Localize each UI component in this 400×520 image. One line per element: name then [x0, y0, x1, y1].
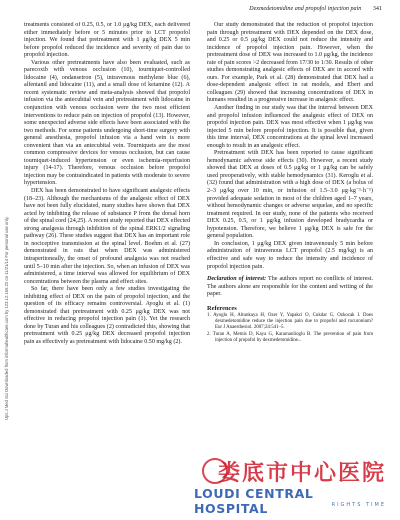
watermark-english: LOUDI CENTRAL HOSPITAL	[194, 486, 314, 516]
running-title: Dexmedetomidine and propofol injection pain	[249, 6, 362, 12]
declaration-heading: Declaration of interest:	[207, 276, 267, 283]
paragraph: Our study demonstrated that the reduction of propofol injection pain through pretreatment with DEX depended on the DEX dose, and 0.25 or 0.5 μg/kg DEX could not reduce the intensity and incidence of propofol injection pain. However, when the pretreatment dose of DEX was increased to 1.0 μg/kg, the incidence rate of pain scores >2 decreased from 17/30 to 1/30. Results of other studies demonstrating analgesic effects of DEX are in accord with ours. For example, Park et al. (28) demonstrated that DEX had a dose-dependent analgesic effect in rat models, and Ebert and colleagues (29) showed that increasing concentrations of DEX in humans resulted in a progressive increase in analgesic effect.	[207, 22, 373, 104]
paragraph: In conclusion, 1 μg/kg DEX given intravenously 5 min before administration of intravenous LCT propofol (2.5 mg/kg) is an effective and safe way to reduce the intensity and incidence of propofol injection pain.	[207, 240, 373, 270]
paragraph: So far, there have been only a few studies investigating the inhibiting effect of DEX on the pain of propofol injection, and the question of its efficacy remains controversial. Ayoglu et al. (1) demonstrated that pretreatment with 0.25 μg/kg DEX was not effective in reducing propofol injection pain (1). Yet the research done by Turan and his colleagues (2) contradicted this, showing that pretreatment with 0.25 μg/kg DEX decreased propofol injection pain as effectively as pretreatment with lidocaine 0.50 mg/kg (2).	[24, 286, 190, 345]
paragraph: Various other pretreatments have also been evaluated, such as parecoxib with venous occlusion (10), tourniquet-controlled lidocaine (4), ondansetron (5), intravenous methylene blue (6), alfentanil and lidocaine (11), and a small dose of ketamine (12). A recent systematic review and meta-analysis showed that propofol infusion via the antecubital vein and pretreatment with lidocaine in conjunction with venous occlusion were the two most efficient interventions to reduce pain on injection of propofol (13). However, some unexpected adverse side effects have been associated with the two methods. For some patients undergoing short-time surgery with general anesthesia, propofol infusion via a hand vein is more convenient than via an antecubital vein. Tourniquets are the most common compressive devices for venous occlusion, but can cause tourniquet-induced hypertension or even ischemia-reperfusion injury (14-17). Therefore, venous occlusion before propofol injection may be contraindicated in patients with moderate to severe hypertension.	[24, 59, 190, 187]
declaration-text: The authors report no conflicts of interest. The authors alone are responsible for the content and writing of the paper.	[207, 276, 373, 298]
running-header	[24, 6, 382, 18]
watermark-tagline: RIGHTS TIME	[331, 502, 386, 508]
paragraph: Another finding in our study was that the interval between DEX and propofol infusion influenced the analgesic effect of DEX on propofol injection pain. DEX was most effective when 1 μg/kg was injected 5 min before propofol injection. It is possible that, given this time interval, DEX concentrations at the spinal level increased enough to result in an analgesic effect.	[207, 105, 373, 149]
paragraph: Pretreatment with DEX has been reported to cause significant hemodynamic adverse side effects (30). However, a recent study showed that DEX at doses of 0.5 μg/kg or 1 μg/kg can be safely used preoperatively, with stable hemodynamics (31). Keroglu et al. (32) found that administration with a high dose of DEX (a bolus of 2–3 μg/kg over 10 min, or infusion of 1.5–3.0 μg·kg⁻¹·h⁻¹) provided adequate sedation in most of the children aged 1–7 years, without hemodynamic changes or adverse sequelae, and no specific treatment required. In our study, none of the patients who received DEX 0.25, 0.5, or 1 μg/kg infusion developed bradycardia or hypotension. Therefore, we believe 1 μg/kg DEX is safe for the general population.	[207, 150, 373, 240]
references-heading: References	[207, 304, 237, 312]
paragraph: DEX has been demonstrated to have significant analgesic effects (18–23). Although the mechanisms of the analgesic effect of DEX have not been fully elucidated, many studies have shown that DEX acted by inhibiting the release of substance P from the dorsal horn of the spinal cord (24,25). A recent study reported that DEX effected strong analgesia through inhibition of the spinal ERK1/2 signaling pathway (26). These studies suggest that DEX has an important role in nociceptive transmission at the spinal level. Boehm et al. (27) demonstrated in rats that when DEX was administered intraperitoneally, the onset of profound analgesia was not reached until 5–10 min after the injection. So, when an infusion of DEX was administered, a time interval was allowed for equilibrium of DEX concentrations between the plasma and effect sites.	[24, 188, 190, 285]
right-column	[207, 22, 373, 500]
watermark-chinese: 娄底市中心医院	[217, 461, 386, 486]
declaration-of-interest	[207, 276, 373, 299]
paragraph: treatments consisted of 0.25, 0.5, or 1.0 μg/kg DEX, each delivered either immediately before or 5 minutes prior to LCT propofol injection. We found that pretreatment with 1 μg/kg DEX 5 min before propofol reduced the incidence and severity of pain due to propofol injection.	[24, 22, 190, 59]
left-column	[24, 22, 190, 500]
page-number: 341	[372, 6, 382, 12]
download-side-note: Ups J Med Sci Downloaded from informahealthcare.com by 123.12.165.22 on 11/21/14 For personal use only.	[4, 216, 9, 420]
reference-item: 2. Turan A, Memis D, Kaya G, Karamanlioglu B. The prevention of pain from injection of propofol by dexmedetomidine...	[207, 332, 373, 344]
reference-item: 1. Ayoglu H, Altunkaya H, Ozer Y, Yapakci O, Cukdar G, Ozkocak I. Does dexmedetomidine reduce the injection pain due to propofol and rocuronium? Eur J Anaesthesiol. 2007;24:541–5.	[207, 313, 373, 331]
